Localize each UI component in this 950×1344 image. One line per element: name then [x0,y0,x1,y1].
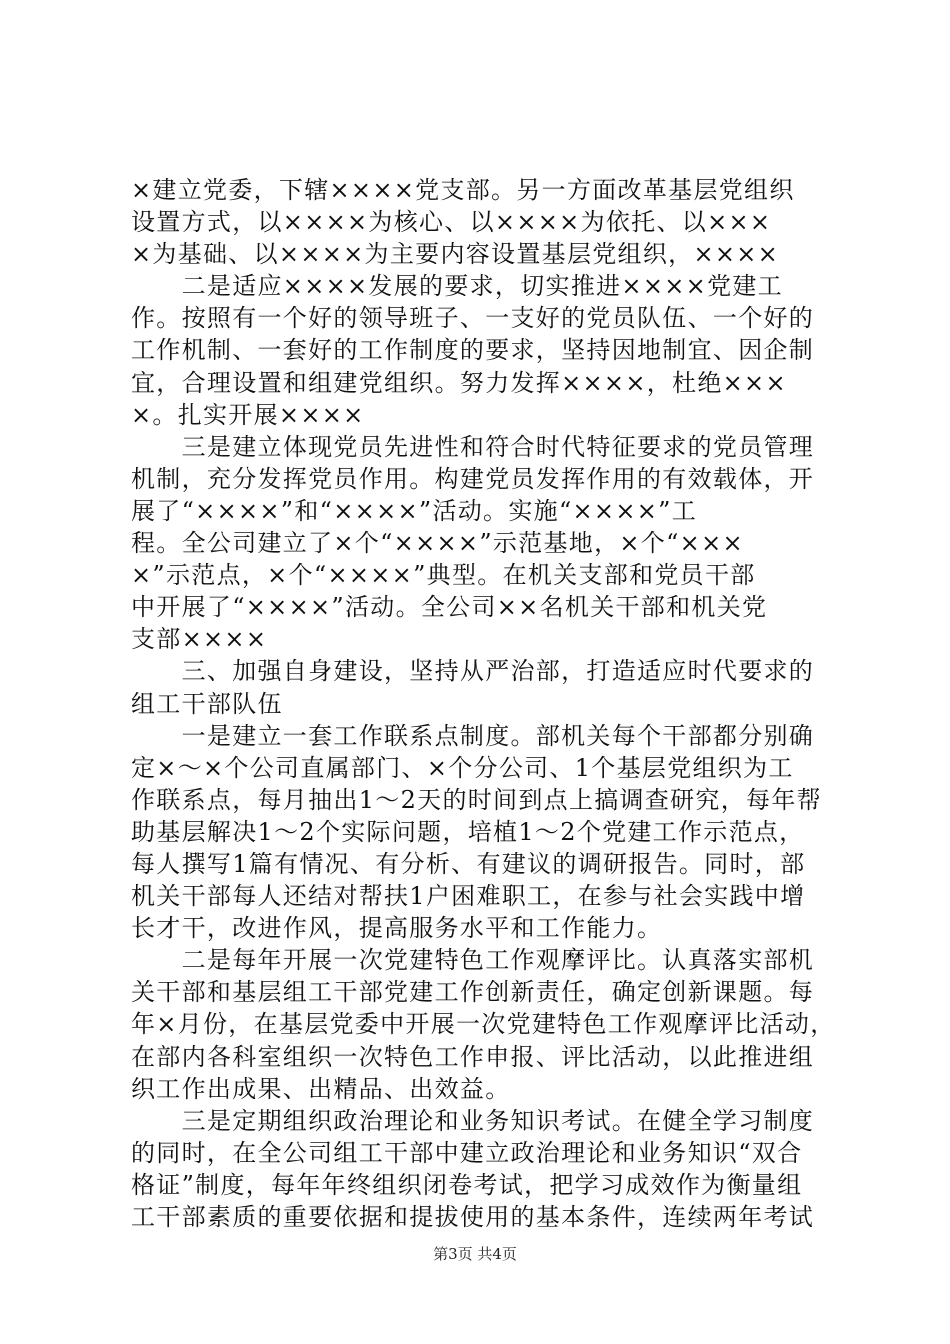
text-line: ×。扎实开展×××× [131,400,365,429]
text-line: 作。按照有一个好的领导班子、一支好的党员队伍、一个好的 [131,304,815,333]
text-line: 组工干部队伍 [131,689,283,718]
text-line: 二是适应××××发展的要求，切实推进××××党建工 [131,272,783,301]
document-body [131,174,836,1233]
text-line: 工干部素质的重要依据和提拔使用的基本条件，连续两年考试 [131,1203,815,1231]
text-line: 设置方式，以××××为核心、以××××为依托、以××× [131,208,772,237]
text-line: 中开展了“××××”活动。全公司××名机关干部和机关党 [131,593,768,622]
text-line: 机制，充分发挥党员作用。构建党员发挥作用的有效载体，开 [131,464,815,493]
text-line: 二是每年开展一次党建特色工作观摩评比。认真落实部机 [131,946,815,975]
text-line: ×建立党委，下辖××××党支部。另一方面改革基层党组织 [131,176,795,204]
text-line: 三是定期组织政治理论和业务知识考试。在健全学习制度 [131,1106,815,1135]
text-line: 织工作出成果、出精品、出效益。 [131,1074,511,1103]
text-line: 一是建立一套工作联系点制度。部机关每个干部都分别确 [131,721,815,750]
text-line: ×”示范点，×个“××××”典型。在机关支部和党员干部 [131,561,756,590]
text-line: 机关干部每人还结对帮扶1户困难职工，在参与社会实践中增 [131,882,806,911]
text-line: 的同时，在全公司组工干部中建立政治理论和业务知识“双合 [131,1138,803,1167]
page-footer: 第3页 共4页 [433,1245,517,1263]
text-line: 助基层解决1～2个实际问题，培植1～2个党建工作示范点， [131,817,805,846]
text-line: 格证”制度，每年年终组织闭卷考试，把学习成效作为衡量组 [131,1170,803,1199]
text-line: ×为基础、以××××为主要内容设置基层党组织，×××× [131,240,780,269]
text-line: 作联系点，每月抽出1～2天的时间到点上搞调查研究，每年帮 [131,785,822,814]
text-line: 定×～×个公司直属部门、×个分公司、1个基层党组织为工 [131,753,794,782]
text-line: 支部×××× [131,625,268,654]
text-line: 三、加强自身建设，坚持从严治部，打造适应时代要求的 [131,657,815,686]
text-line: 关干部和基层组工干部党建工作创新责任，确定创新课题。每 [131,978,815,1007]
text-line: 每人撰写1篇有情况、有分析、有建议的调研报告。同时，部 [131,849,806,878]
text-line: 展了“××××”和“××××”活动。实施“××××”工 [131,496,698,525]
text-line: 在部内各科室组织一次特色工作申报、评比活动，以此推进组 [131,1042,815,1071]
text-line: 程。全公司建立了×个“××××”示范基地，×个“××× [131,529,744,558]
text-line: 工作机制、一套好的工作制度的要求，坚持因地制宜、因企制 [131,336,815,365]
text-line: 宜，合理设置和组建党组织。努力发挥××××，杜绝××× [131,368,787,397]
text-line: 三是建立体现党员先进性和符合时代特征要求的党员管理 [131,432,815,461]
text-line: 长才干，改进作风，提高服务水平和工作能力。 [131,914,663,943]
text-line: 年×月份，在基层党委中开展一次党建特色工作观摩评比活动， [131,1010,836,1039]
